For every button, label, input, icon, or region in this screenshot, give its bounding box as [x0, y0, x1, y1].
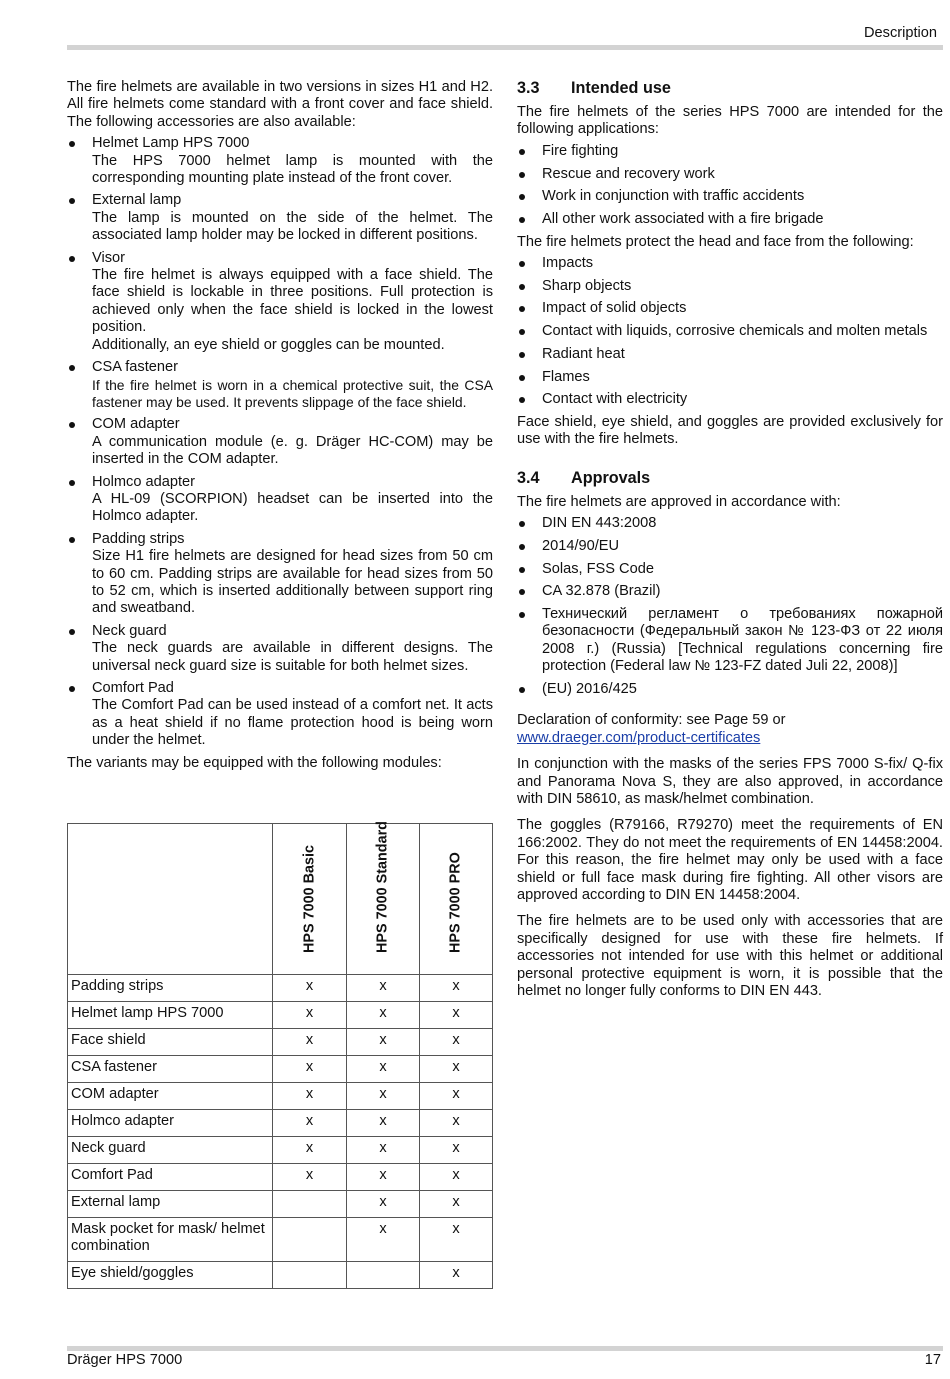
accessories-warning-paragraph: The fire helmets are to be used only with accessories that are specifically designed for use with these fire helmets. If accessories not intended for use with this helmet or additional personal protective equipment is worn, it is possible that the helmet no longer fully conforms to DIN EN 443. — [517, 913, 943, 999]
protections-list — [517, 255, 943, 409]
accessory-description: A HL-09 (SCORPION) headset can be inserted into the Holmco adapter. — [92, 490, 493, 525]
availability-cell — [273, 1261, 347, 1288]
accessory-title: Holmco adapter — [92, 473, 196, 490]
application-item: Rescue and recovery work — [517, 166, 943, 183]
availability-cell: x — [347, 975, 420, 1002]
protection-item: Flames — [517, 369, 943, 386]
accessory-item — [67, 416, 493, 468]
protection-item: Impacts — [517, 255, 943, 272]
accessory-title: CSA fastener — [92, 359, 178, 376]
protection-item: Impact of solid objects — [517, 300, 943, 317]
availability-cell: x — [420, 1137, 493, 1164]
face-shield-note: Face shield, eye shield, and goggles are provided exclusively for use with the fire helmets. — [517, 413, 943, 448]
approvals-intro: The fire helmets are approved in accordance with: — [517, 493, 841, 510]
module-name-cell: Helmet lamp HPS 7000 — [68, 1002, 273, 1029]
availability-cell: x — [420, 1261, 493, 1288]
application-item: Work in conjunction with traffic accidents — [517, 188, 943, 205]
module-name-cell: Holmco adapter — [68, 1110, 273, 1137]
table-header-row — [68, 824, 493, 975]
availability-cell: x — [420, 1029, 493, 1056]
approval-item: DIN EN 443:2008 — [517, 515, 943, 532]
accessory-title: Comfort Pad — [92, 680, 174, 696]
accessory-description: The HPS 7000 helmet lamp is mounted with the corresponding mounting plate instead of the front cover. — [92, 152, 493, 187]
accessory-title: External lamp — [92, 192, 182, 209]
table-row — [68, 1056, 493, 1083]
accessory-item — [67, 250, 493, 354]
protection-item: Sharp objects — [517, 278, 943, 295]
accessory-description: Size H1 fire helmets are designed for head sizes from 50 cm to 60 cm. Padding strips are available for head sizes from 50 to 52 cm, which is inserted additionally between support ring and sweatband. — [92, 548, 493, 617]
accessory-description: The neck guards are available in different designs. The universal neck guard size is suitable for both helmet sizes. — [92, 640, 493, 674]
availability-cell: x — [347, 1056, 420, 1083]
availability-cell: x — [420, 1191, 493, 1218]
module-name-cell: External lamp — [68, 1191, 273, 1218]
availability-cell: x — [347, 1137, 420, 1164]
availability-cell — [273, 1191, 347, 1218]
table-row — [68, 1218, 493, 1262]
application-item: All other work associated with a fire brigade — [517, 211, 943, 228]
header-section-label: Description — [864, 25, 937, 41]
availability-cell — [273, 1218, 347, 1262]
declaration-link-line — [517, 730, 943, 747]
mask-combination-paragraph: In conjunction with the masks of the series FPS 7000 S-fix/ Q-fix and Panorama Nova S, they are also approved, in accordance with DIN 58610, as mask/helmet combination. — [517, 756, 943, 807]
availability-cell: x — [273, 975, 347, 1002]
protection-intro: The fire helmets protect the head and face from the following: — [517, 233, 914, 250]
accessory-title: Padding strips — [92, 530, 185, 547]
protection-item: Radiant heat — [517, 346, 943, 363]
footer-page-number: 17 — [924, 1352, 941, 1368]
accessory-description: The Comfort Pad can be used instead of a comfort net. It acts as a heat shield if no flame protection hood is being worn under the helmet. — [92, 697, 493, 749]
section-heading-approvals: 3.4 Approvals — [517, 468, 651, 487]
protection-item: Contact with liquids, corrosive chemicals and molten metals — [517, 323, 943, 340]
availability-cell: x — [420, 1218, 493, 1262]
table-row — [68, 1164, 493, 1191]
module-name-cell: COM adapter — [68, 1083, 273, 1110]
header-rule — [67, 45, 943, 50]
accessory-title: Neck guard — [92, 622, 167, 639]
availability-cell: x — [347, 1083, 420, 1110]
availability-cell: x — [347, 1218, 420, 1262]
availability-cell: x — [347, 1191, 420, 1218]
availability-cell: x — [347, 1002, 420, 1029]
accessory-item — [67, 623, 493, 675]
intro-paragraph: The fire helmets are available in two versions in sizes H1 and H2. All fire helmets come standard with a front cover and face shield. The following accessories are also available: — [67, 79, 493, 130]
accessory-description: Additionally, an eye shield or goggles can be mounted. — [92, 336, 445, 353]
module-name-cell: Neck guard — [68, 1137, 273, 1164]
protection-item: Contact with electricity — [517, 391, 943, 408]
accessory-title: Visor — [92, 249, 125, 266]
table-row — [68, 1137, 493, 1164]
approval-item: CA 32.878 (Brazil) — [517, 583, 943, 600]
accessory-item — [67, 192, 493, 244]
applications-list — [517, 143, 943, 229]
module-name-cell: CSA fastener — [68, 1056, 273, 1083]
footer-rule — [67, 1346, 943, 1351]
accessory-description: The fire helmet is always equipped with a face shield. The face shield is lockable in three positions. Full protection is achieved only when the face shield is locked in the lowest position. — [92, 267, 493, 336]
module-name-cell: Face shield — [68, 1029, 273, 1056]
footer-product-name: Dräger HPS 7000 — [67, 1352, 183, 1368]
table-row — [68, 1029, 493, 1056]
left-column — [67, 79, 493, 772]
section-heading-intended-use: 3.3 Intended use — [517, 79, 671, 97]
availability-cell: x — [273, 1029, 347, 1056]
goggles-paragraph: The goggles (R79166, R79270) meet the requirements of EN 166:2002. They do not meet the requirements of EN 14458:2004. For this reason, the fire helmet may only be used with a face shield or full face mask during fire fighting. All other visors are approved according to DIN EN 14458:2004. — [517, 817, 943, 903]
accessories-list — [67, 135, 493, 749]
accessory-title: COM adapter — [92, 416, 180, 433]
module-name-cell: Padding strips — [68, 975, 273, 1002]
accessory-item — [67, 135, 493, 187]
column-header: HPS 7000 Basic — [273, 824, 347, 975]
accessory-item — [67, 474, 493, 526]
availability-cell: x — [347, 1029, 420, 1056]
module-name-cell: Comfort Pad — [68, 1164, 273, 1191]
availability-cell: x — [273, 1083, 347, 1110]
availability-cell: x — [347, 1164, 420, 1191]
table-row — [68, 1110, 493, 1137]
modules-table — [67, 820, 493, 1289]
availability-cell: x — [273, 1110, 347, 1137]
availability-cell: x — [273, 1056, 347, 1083]
availability-cell — [347, 1261, 420, 1288]
accessory-item — [67, 680, 493, 750]
right-column — [517, 79, 943, 1009]
availability-cell: x — [420, 1110, 493, 1137]
module-name-cell: Eye shield/goggles — [68, 1261, 273, 1288]
table-row — [68, 1002, 493, 1029]
module-name-cell: Mask pocket for mask/ helmet combination — [68, 1218, 273, 1262]
accessory-item — [67, 359, 493, 411]
table-row — [68, 1083, 493, 1110]
modules-intro: The variants may be equipped with the following modules: — [67, 754, 442, 771]
availability-cell: x — [273, 1137, 347, 1164]
certificates-link[interactable]: www.draeger.com/product-certificates — [517, 729, 761, 746]
accessory-item — [67, 531, 493, 618]
table-header-blank — [68, 824, 273, 975]
approval-item: 2014/90/EU — [517, 538, 943, 555]
availability-cell: x — [420, 975, 493, 1002]
approval-item: (EU) 2016/425 — [517, 681, 943, 698]
approvals-list — [517, 515, 943, 698]
availability-cell: x — [273, 1164, 347, 1191]
accessory-description: If the fire helmet is worn in a chemical protective suit, the CSA fastener may be used. It prevents slippage of the face shield. — [92, 376, 493, 410]
table-row — [68, 1191, 493, 1218]
accessory-description: A communication module (e. g. Dräger HC-COM) may be inserted in the COM adapter. — [92, 433, 493, 468]
availability-cell: x — [420, 1002, 493, 1029]
column-header: HPS 7000 PRO — [420, 824, 493, 975]
accessory-title: Helmet Lamp HPS 7000 — [92, 135, 250, 152]
availability-cell: x — [347, 1110, 420, 1137]
table-row — [68, 1261, 493, 1288]
column-header: HPS 7000 Standard — [347, 824, 420, 975]
approval-item: Технический регламент о требованиях пожарной безопасности (Федеральный закон № 123-ФЗ от 22 июля 2008 г.) (Russia) [Technical regulations concerning fire protection (Federal law № 123-FZ dated Juli 22, 2008)] — [517, 606, 943, 676]
availability-cell: x — [420, 1164, 493, 1191]
intended-use-intro: The fire helmets of the series HPS 7000 are intended for the following applications: — [517, 104, 943, 138]
accessory-description: The lamp is mounted on the side of the helmet. The associated lamp holder may be locked in different positions. — [92, 209, 493, 244]
availability-cell: x — [273, 1002, 347, 1029]
availability-cell: x — [420, 1083, 493, 1110]
approval-item: Solas, FSS Code — [517, 561, 943, 578]
availability-cell: x — [420, 1056, 493, 1083]
table-row — [68, 975, 493, 1002]
application-item: Fire fighting — [517, 143, 943, 160]
declaration-text: Declaration of conformity: see Page 59 or — [517, 712, 786, 729]
